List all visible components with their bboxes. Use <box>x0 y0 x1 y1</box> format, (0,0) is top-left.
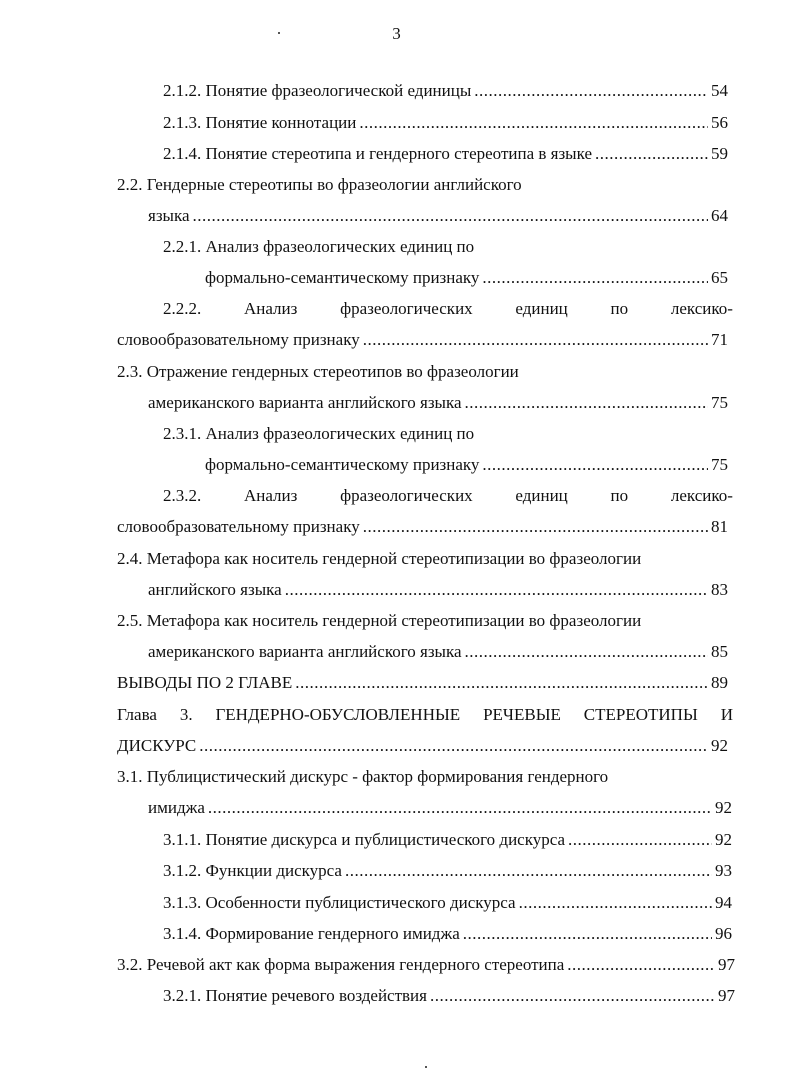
word: Анализ <box>243 486 298 505</box>
toc-entry-title: словообразовательному признаку <box>117 517 360 536</box>
toc-entry-2-1-2[interactable] <box>163 81 728 101</box>
toc-entry-page: 75 <box>711 455 728 474</box>
word: по <box>610 486 629 505</box>
word: И <box>720 705 733 724</box>
leader-dots <box>465 642 708 662</box>
toc-entry-page: 97 <box>718 986 735 1005</box>
word: единиц <box>515 299 568 318</box>
toc-entry-page: 92 <box>715 798 732 817</box>
toc-entry-page: 85 <box>711 642 728 661</box>
word: фразеологических <box>340 299 473 318</box>
leader-dots <box>474 81 708 101</box>
word: РЕЧЕВЫЕ <box>483 705 561 724</box>
toc-entry-conclusions-2[interactable] <box>117 673 728 693</box>
toc-entry-page: 93 <box>715 861 732 880</box>
toc-entry-title: 3.1.4. Формирование гендерного имиджа <box>163 924 460 943</box>
leader-dots <box>193 206 708 226</box>
word: 2.3.2. <box>163 486 202 505</box>
leader-dots <box>359 113 708 133</box>
toc-entry-title: 2.1.3. Понятие коннотации <box>163 113 357 132</box>
toc-entry-title: словообразовательному признаку <box>117 330 360 349</box>
toc-entry-2-4[interactable] <box>148 580 728 600</box>
toc-entry-title: формально-семантическому признаку <box>205 455 480 474</box>
toc-entry-title: 2.1.2. Понятие фразеологической единицы <box>163 81 472 100</box>
toc-entry-page: 96 <box>715 924 732 943</box>
toc-entry-2-3-2-title[interactable] <box>163 486 733 506</box>
toc-entry-page: 94 <box>715 893 732 912</box>
leader-dots <box>519 893 712 913</box>
word: Анализ <box>243 299 298 318</box>
toc-entry-2-2-title[interactable]: 2.2. Гендерные стереотипы во фразеологии английского <box>117 175 522 194</box>
toc-entry-page: 59 <box>711 144 728 163</box>
leader-dots <box>463 924 712 944</box>
leader-dots <box>285 580 708 600</box>
toc-entry-chapter-3-title[interactable] <box>117 705 733 725</box>
leader-dots <box>465 393 708 413</box>
toc-entry-title: ВЫВОДЫ ПО 2 ГЛАВЕ <box>117 673 293 692</box>
toc-entry-2-2[interactable] <box>148 206 728 226</box>
toc-entry-title: американского варианта английского языка <box>148 393 462 412</box>
toc-entry-chapter-3[interactable] <box>117 736 728 756</box>
toc-entry-title: 3.1.1. Понятие дискурса и публицистического дискурса <box>163 830 566 849</box>
toc-entry-page: 92 <box>715 830 732 849</box>
leader-dots <box>567 955 715 975</box>
toc-entry-3-1[interactable] <box>148 798 732 818</box>
toc-entry-title: 2.1.4. Понятие стереотипа и гендерного стереотипа в языке <box>163 144 592 163</box>
toc-entry-2-3-1-title[interactable]: 2.3.1. Анализ фразеологических единиц по <box>163 424 475 443</box>
toc-entry-page: 54 <box>711 81 728 100</box>
word: 3. <box>179 705 193 724</box>
toc-entry-3-1-4[interactable] <box>163 924 732 944</box>
toc-entry-title: английского языка <box>148 580 282 599</box>
leader-dots <box>199 736 708 756</box>
word: лексико- <box>670 299 733 318</box>
word: Глава <box>117 705 157 724</box>
toc-entry-title: 3.1.3. Особенности публицистического дискурса <box>163 893 516 912</box>
leader-dots <box>482 455 708 475</box>
leader-dots <box>430 986 715 1006</box>
toc-entry-3-1-3[interactable] <box>163 893 732 913</box>
leader-dots <box>482 268 708 288</box>
word: СТЕРЕОТИПЫ <box>583 705 698 724</box>
toc-entry-title: 3.1.2. Функции дискурса <box>163 861 342 880</box>
toc-entry-2-1-4[interactable] <box>163 144 728 164</box>
toc-entry-2-1-3[interactable] <box>163 113 728 133</box>
toc-entry-2-3-1[interactable] <box>205 455 728 475</box>
toc-entry-page: 97 <box>718 955 735 974</box>
word: 2.2.2. <box>163 299 202 318</box>
toc-entry-title: американского варианта английского языка <box>148 642 462 661</box>
toc-entry-page: 83 <box>711 580 728 599</box>
scan-speck <box>278 32 280 34</box>
toc-entry-page: 65 <box>711 268 728 287</box>
toc-entry-page: 92 <box>711 736 728 755</box>
toc-entry-2-5[interactable] <box>148 642 728 662</box>
leader-dots <box>208 798 712 818</box>
toc-entry-page: 71 <box>711 330 728 349</box>
toc-entry-2-2-1-title[interactable]: 2.2.1. Анализ фразеологических единиц по <box>163 237 475 256</box>
toc-entry-page: 75 <box>711 393 728 412</box>
word: лексико- <box>670 486 733 505</box>
toc-entry-2-3-2[interactable] <box>117 517 728 537</box>
leader-dots <box>295 673 708 693</box>
toc-entry-3-1-2[interactable] <box>163 861 732 881</box>
toc-entry-page: 56 <box>711 113 728 132</box>
toc-entry-3-2-1[interactable] <box>163 986 735 1006</box>
toc-entry-title: формально-семантическому признаку <box>205 268 480 287</box>
toc-entry-3-1-title[interactable]: 3.1. Публицистический дискурс - фактор формирования гендерного <box>117 767 609 786</box>
toc-entry-3-2[interactable] <box>117 955 735 975</box>
toc-entry-title: ДИСКУРС <box>117 736 197 755</box>
toc-entry-2-3[interactable] <box>148 393 728 413</box>
word: ГЕНДЕРНО-ОБУСЛОВЛЕННЫЕ <box>215 705 461 724</box>
toc-entry-title: имиджа <box>148 798 205 817</box>
toc-entry-2-4-title[interactable]: 2.4. Метафора как носитель гендерной стереотипизации во фразеологии <box>117 549 642 568</box>
toc-entry-3-1-1[interactable] <box>163 830 732 850</box>
toc-entry-page: 64 <box>711 206 728 225</box>
toc-entry-2-5-title[interactable]: 2.5. Метафора как носитель гендерной стереотипизации во фразеологии <box>117 611 642 630</box>
toc-entry-2-2-1[interactable] <box>205 268 728 288</box>
word: единиц <box>515 486 568 505</box>
leader-dots <box>568 830 712 850</box>
word: по <box>610 299 629 318</box>
toc-entry-page: 89 <box>711 673 728 692</box>
toc-entry-2-3-title[interactable]: 2.3. Отражение гендерных стереотипов во фразеологии <box>117 362 519 381</box>
leader-dots <box>595 144 708 164</box>
toc-entry-page: 81 <box>711 517 728 536</box>
toc-entry-title: языка <box>148 206 190 225</box>
leader-dots <box>363 330 708 350</box>
scan-speck <box>425 1066 427 1068</box>
leader-dots <box>363 517 708 537</box>
toc-entry-title: 3.2.1. Понятие речевого воздействия <box>163 986 427 1005</box>
toc-entry-title: 3.2. Речевой акт как форма выражения гендерного стереотипа <box>117 955 565 974</box>
page-number: 3 <box>392 24 401 43</box>
word: фразеологических <box>340 486 473 505</box>
toc-entry-2-2-2[interactable] <box>117 330 728 350</box>
toc-entry-2-2-2-title[interactable] <box>163 299 733 319</box>
leader-dots <box>345 861 712 881</box>
